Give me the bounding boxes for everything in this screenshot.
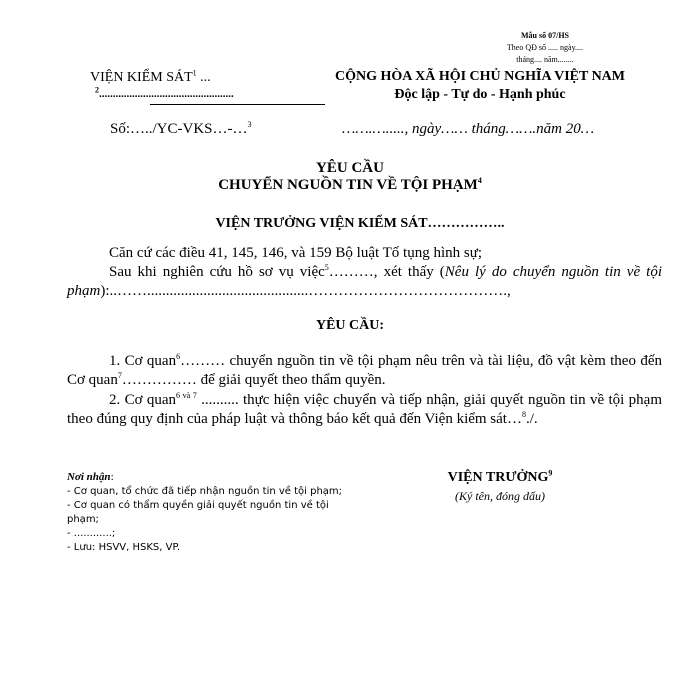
document-subtitle bbox=[0, 177, 700, 194]
item2-footnote-2: 8 bbox=[521, 410, 526, 419]
document-subtitle-text: CHUYỂN NGUỒN TIN VỀ TỘI PHẠM bbox=[218, 177, 478, 193]
recipients-block bbox=[67, 470, 347, 555]
signer-title bbox=[400, 470, 600, 486]
signer-title-text: VIỆN TRƯỞNG bbox=[447, 470, 549, 485]
recipients-colon: : bbox=[110, 472, 114, 483]
item1-text-c: …………… để giải quyết theo thẩm quyền. bbox=[121, 372, 386, 388]
subagency-footnote: 2 bbox=[95, 85, 99, 95]
title-footnote: 4 bbox=[477, 176, 482, 185]
review-footnote: 5 bbox=[324, 263, 329, 272]
motto: Độc lập - Tự do - Hạnh phúc bbox=[394, 87, 566, 102]
subagency-placeholder: ................................................. bbox=[99, 88, 234, 100]
item1-footnote-2: 7 bbox=[117, 371, 122, 380]
agency-trail: ... bbox=[196, 70, 211, 85]
item1-text-b: ……… chuyển nguồn tin về tội phạm nêu trên và tài liệu, đồ vật kèm theo đến Cơ quan bbox=[67, 353, 662, 388]
form-code: Mẫu số 07/HS bbox=[520, 31, 569, 40]
request-item-2 bbox=[67, 391, 662, 429]
sign-instruction: (Ký tên, đóng dấu) bbox=[455, 489, 545, 503]
document-number-text: Số:…../YC-VKS…-… bbox=[110, 121, 248, 137]
form-basis-line1: Theo QĐ số ..... ngày.... bbox=[506, 43, 584, 52]
recipient-item-1: - Cơ quan, tổ chức đã tiếp nhận nguồn tin về tội phạm; bbox=[67, 486, 343, 497]
item2-text-c: ./. bbox=[525, 411, 538, 427]
review-paragraph bbox=[67, 263, 662, 301]
subagency-line bbox=[95, 85, 234, 100]
document-title: YÊU CẦU bbox=[316, 160, 384, 176]
request-heading: YÊU CẦU: bbox=[315, 318, 385, 333]
review-text-b: ………, xét thấy ( bbox=[328, 264, 445, 280]
agency-name bbox=[90, 70, 300, 86]
recipient-item-3: - ............; bbox=[67, 528, 116, 539]
form-basis-line2: tháng.... năm........ bbox=[516, 55, 574, 64]
nation-title: CỘNG HÒA XÃ HỘI CHỦ NGHĨA VIỆT NAM bbox=[334, 69, 625, 84]
review-text-a: Sau khi nghiên cứu hồ sơ vụ việc bbox=[109, 264, 325, 280]
basis-paragraph: Căn cứ các điều 41, 145, 146, và 159 Bộ luật Tố tụng hình sự; bbox=[109, 245, 483, 261]
addressee: VIỆN TRƯỞNG VIỆN KIỂM SÁT…………….. bbox=[215, 216, 505, 231]
document-number bbox=[110, 121, 252, 138]
agency-divider bbox=[150, 104, 325, 105]
form-code-block bbox=[470, 30, 620, 66]
signer-footnote: 9 bbox=[548, 468, 553, 478]
item2-footnote-1: 6 và 7 bbox=[176, 391, 197, 400]
agency-footnote: 1 bbox=[192, 68, 197, 78]
item1-text-a: 1. Cơ quan bbox=[109, 353, 177, 369]
item2-text-a: 2. Cơ quan bbox=[109, 392, 177, 408]
recipients-label: Nơi nhận bbox=[67, 471, 111, 483]
number-footnote: 3 bbox=[247, 120, 252, 129]
review-text-c: ):..……...........................................…………………………………., bbox=[100, 283, 511, 299]
document-date: …….…....., ngày…… tháng…….năm 20… bbox=[342, 121, 595, 137]
item2-text-b: .......... thực hiện việc chuyển và tiếp nhận, giải quyết nguồn tin về tội phạm theo đúng quy định của pháp luật và thông báo kết quả đến Viện kiểm sát… bbox=[67, 392, 662, 427]
agency-label: VIỆN KIỂM SÁT bbox=[90, 70, 193, 85]
recipient-item-4: - Lưu: HSVV, HSKS, VP. bbox=[67, 542, 181, 553]
request-item-1 bbox=[67, 352, 662, 390]
item1-footnote-1: 6 bbox=[176, 352, 181, 361]
recipients-heading bbox=[67, 470, 347, 485]
recipient-item-2: - Cơ quan có thẩm quyền giải quyết nguồn tin về tội phạm; bbox=[67, 500, 329, 525]
review-reason: Nêu lý do chuyển nguồn tin về tội phạm bbox=[67, 264, 662, 299]
